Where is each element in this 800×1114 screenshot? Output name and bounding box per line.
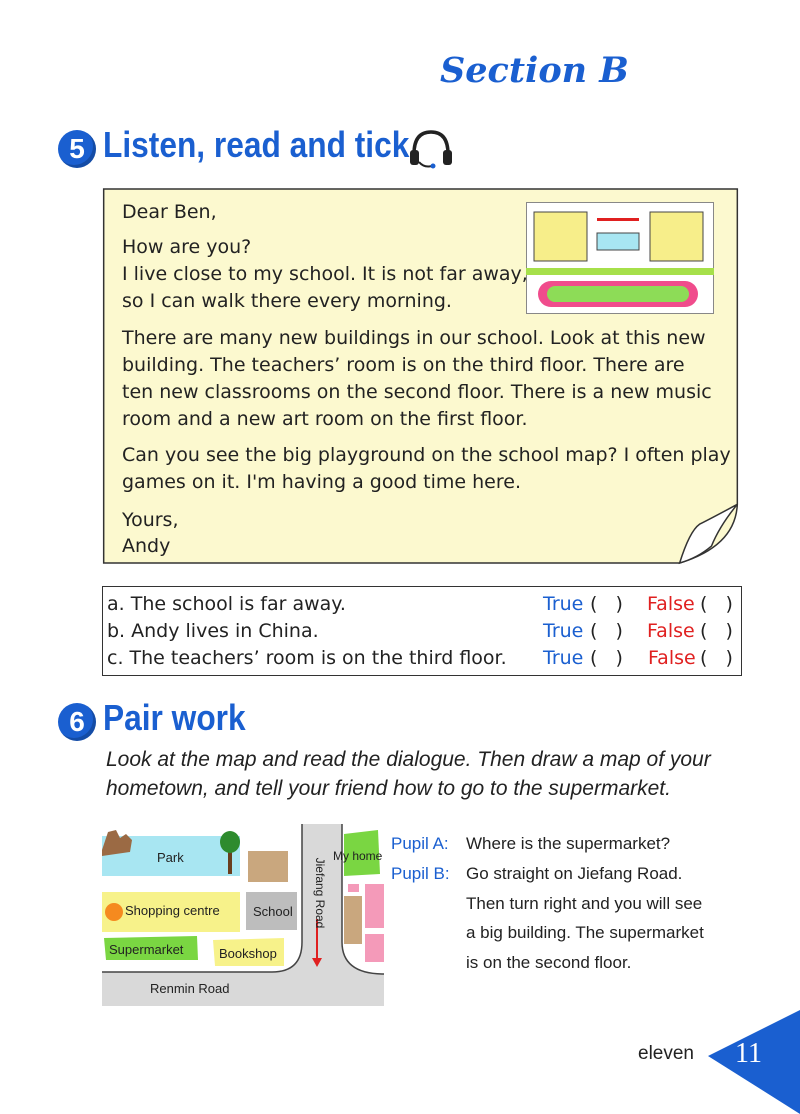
- letter-line: There are many new buildings in our school. Look at this new: [122, 327, 706, 349]
- dialogue-line: Where is the supermarket?: [466, 834, 671, 853]
- dialogue-line: Go straight on Jiefang Road.: [466, 864, 683, 883]
- false-label: False: [647, 620, 695, 642]
- letter-line: Can you see the big playground on the school map? I often play: [122, 444, 731, 466]
- letter-signature: Andy: [122, 535, 171, 557]
- false-answer-box[interactable]: ( ): [700, 593, 733, 615]
- false-label: False: [647, 593, 695, 615]
- headphones-icon: [408, 128, 454, 170]
- dialogue-speaker: Pupil B:: [391, 864, 450, 883]
- letter-line: ten new classrooms on the second floor. There is a new music: [122, 381, 712, 403]
- statement-text: a. The school is far away.: [107, 593, 346, 615]
- true-answer-box[interactable]: ( ): [590, 593, 623, 615]
- section-title: Section B: [440, 50, 629, 91]
- letter-line: so I can walk there every morning.: [122, 290, 452, 312]
- statement-text: b. Andy lives in China.: [107, 620, 319, 642]
- false-answer-box[interactable]: ( ): [700, 620, 733, 642]
- letter-line: games on it. I'm having a good time here.: [122, 471, 521, 493]
- letter-closing: Yours,: [122, 509, 179, 531]
- page-number: 11: [735, 1038, 762, 1069]
- letter-greeting: Dear Ben,: [122, 201, 217, 223]
- false-label: False: [648, 647, 696, 669]
- true-answer-box[interactable]: ( ): [590, 620, 623, 642]
- letter-line: building. The teachers’ room is on the third floor. There are: [122, 354, 685, 376]
- true-label: True: [543, 593, 584, 615]
- statement-text: c. The teachers’ room is on the third floor.: [107, 647, 507, 669]
- true-label: True: [543, 620, 584, 642]
- map-label-my-home: My home: [333, 849, 383, 863]
- map-label-jiefang-road: Jiefang Road: [313, 857, 327, 929]
- false-answer-box[interactable]: ( ): [700, 647, 733, 669]
- page-number-word: eleven: [638, 1043, 694, 1064]
- map-label-park: Park: [157, 850, 184, 865]
- true-answer-box[interactable]: ( ): [590, 647, 623, 669]
- dialogue-line: a big building. The supermarket: [466, 923, 704, 942]
- school-map-illustration: [526, 202, 714, 314]
- map-label-school: School: [253, 904, 293, 919]
- exercise-number-badge: 6: [58, 703, 96, 741]
- dialogue-speaker: Pupil A:: [391, 834, 449, 853]
- dialogue-line: is on the second floor.: [466, 953, 632, 972]
- map-label-supermarket: Supermarket: [109, 942, 184, 957]
- exercise-heading: Listen, read and tick: [103, 124, 410, 165]
- map-label-shopping-centre: Shopping centre: [125, 903, 220, 918]
- letter-line: room and a new art room on the first floor.: [122, 408, 528, 430]
- letter-line: I live close to my school. It is not far away,: [122, 263, 528, 285]
- exercise-heading: Pair work: [103, 697, 246, 738]
- letter-line: How are you?: [122, 236, 252, 258]
- map-label-bookshop: Bookshop: [219, 946, 277, 961]
- instructions-line: hometown, and tell your friend how to go to the supermarket.: [106, 777, 671, 800]
- instructions-line: Look at the map and read the dialogue. Then draw a map of your: [106, 748, 711, 771]
- dialogue-line: Then turn right and you will see: [466, 894, 703, 913]
- map-label-renmin-road: Renmin Road: [150, 981, 230, 996]
- exercise-number-badge: 5: [58, 130, 96, 168]
- true-label: True: [543, 647, 584, 669]
